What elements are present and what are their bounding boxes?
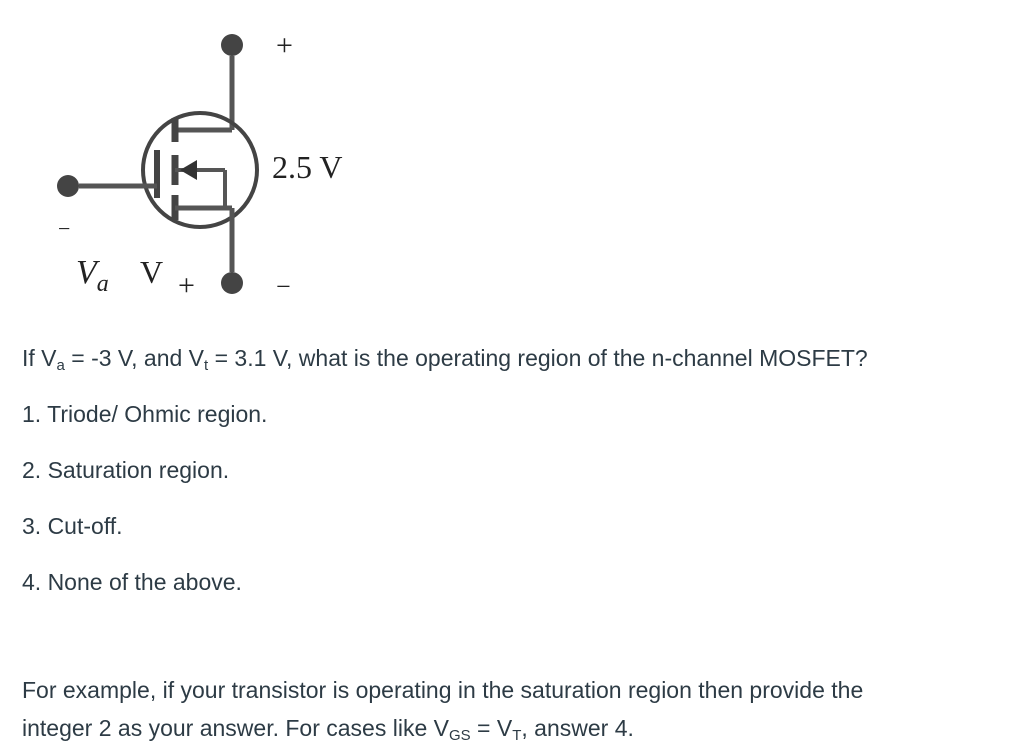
- instruction-line-1: For example, if your transistor is operating in the saturation region then provide the: [22, 677, 864, 703]
- va-symbol: V: [76, 254, 97, 291]
- drain-plus-label: +: [276, 29, 293, 62]
- body-arrow-icon: [180, 160, 197, 180]
- instruction-line-2: integer 2 as your answer. For cases like $V_{GS} = V_T$, answer 4.: [22, 715, 634, 744]
- mosfet-circuit-diagram: [0, 0, 400, 310]
- option-4: 4. None of the above.: [22, 569, 242, 595]
- source-minus-label: −: [276, 272, 291, 301]
- gate-minus-label: −: [58, 216, 71, 241]
- option-2: 2. Saturation region.: [22, 457, 230, 483]
- gate-terminal: [57, 175, 79, 197]
- option-3: 3. Cut-off.: [22, 513, 123, 539]
- va-label: [76, 254, 109, 297]
- vds-label: 2.5 V: [272, 149, 343, 185]
- va-subscript: a: [96, 271, 109, 297]
- option-1: 1. Triode/ Ohmic region.: [22, 401, 268, 427]
- drain-terminal: [221, 34, 243, 56]
- gate-plus-label: +: [178, 269, 195, 302]
- source-terminal: [221, 272, 243, 294]
- question-text: If $V_a = -3$ V, and $V_t = 3.1$ V, what is the operating region of the n-channel MOSFET?: [22, 345, 868, 374]
- va-unit-label: V: [140, 254, 164, 290]
